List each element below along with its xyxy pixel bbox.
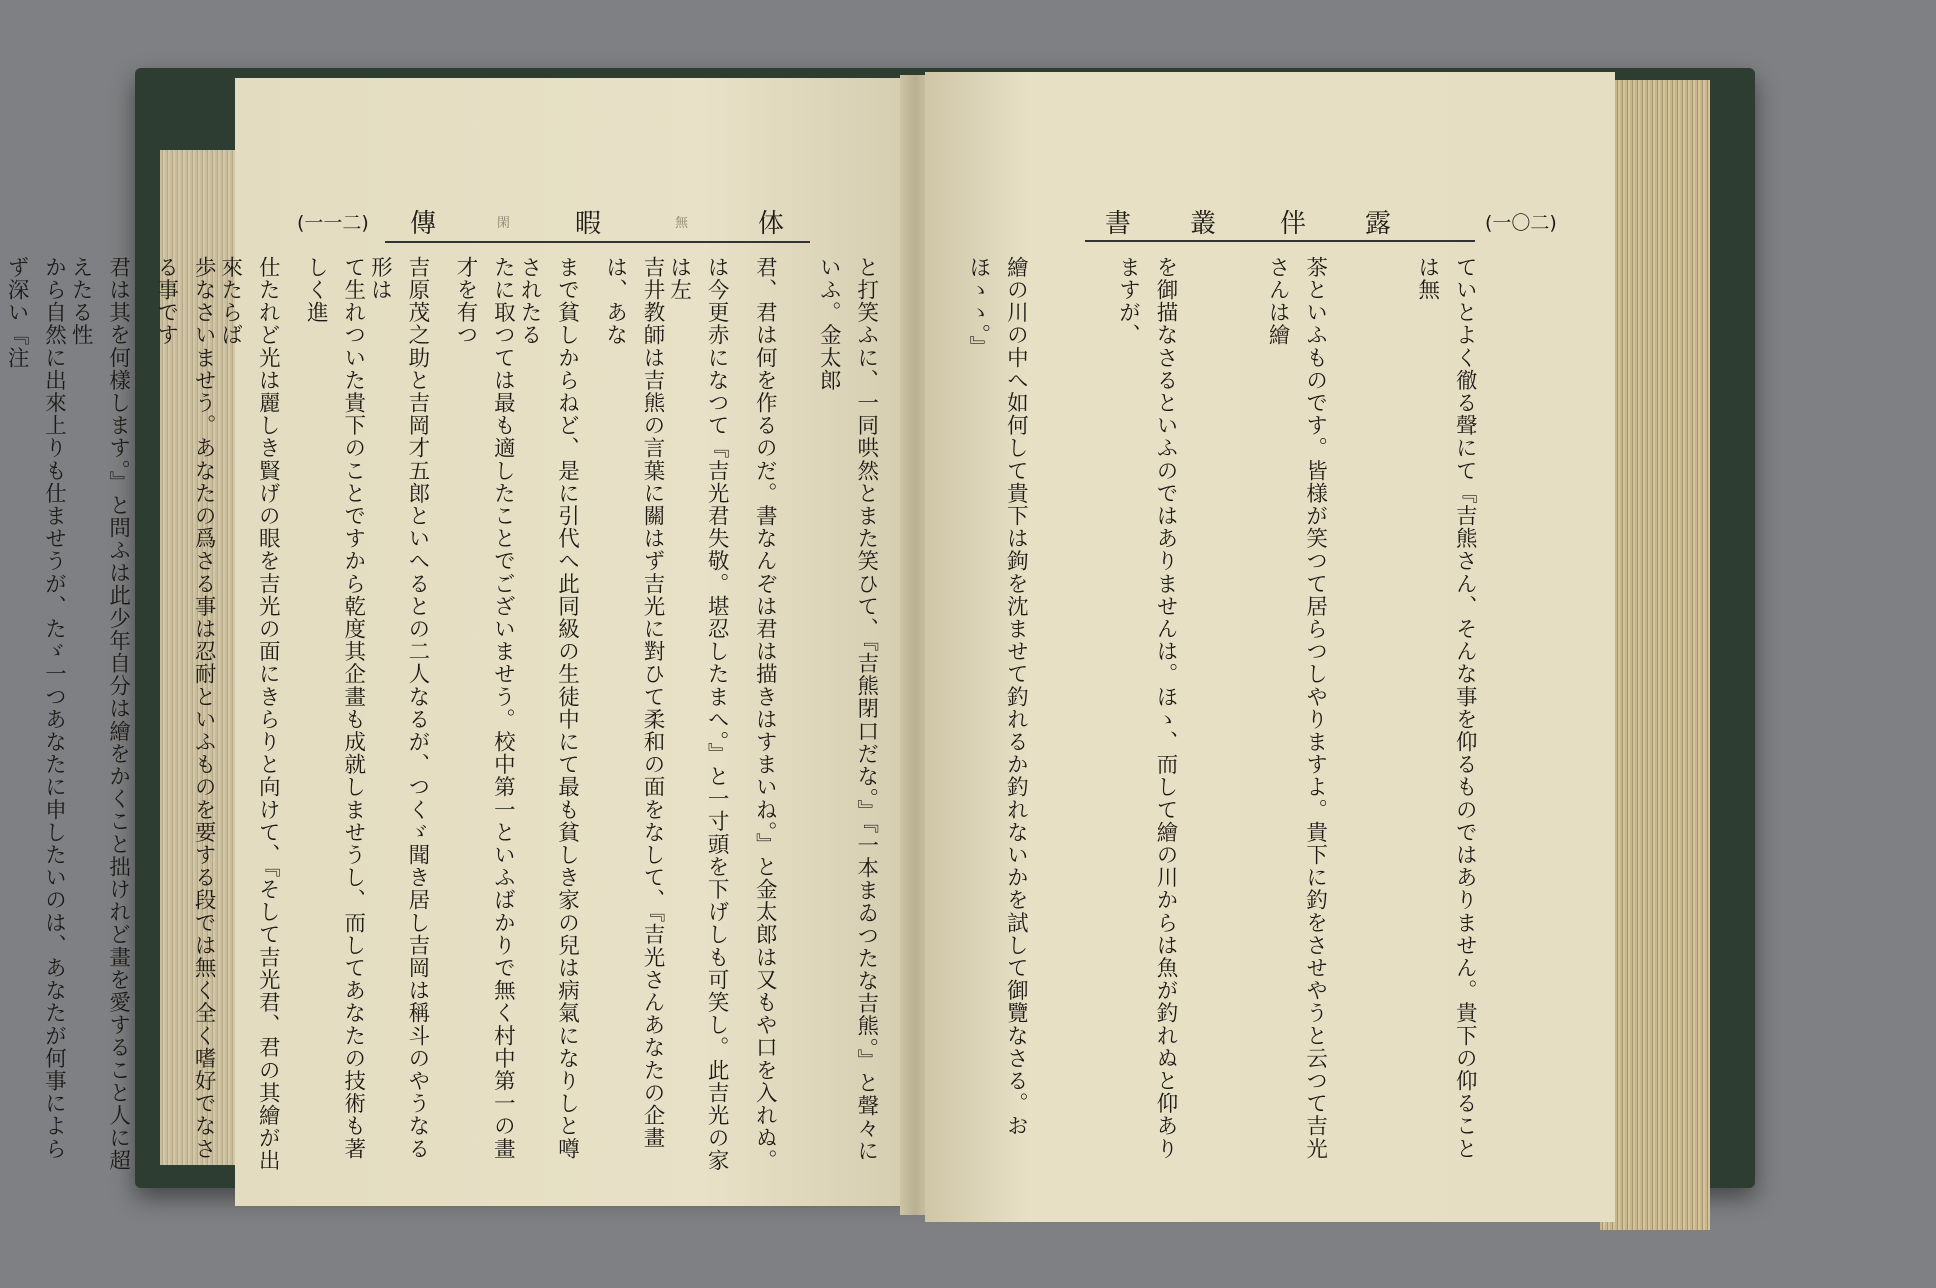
text-column: と打笑ふに、一同哄然とまた笑ひて、『吉熊閉口だな。』『一本まゐつたな吉熊。』と聲々にいふ。金太郎 [816, 256, 879, 1163]
header-char-faded: 閑 [497, 216, 513, 231]
text-column: て生れついた貴下のことですから乾度其企畫も成就しませうし、而してあなたの技術も著しく進 [303, 256, 366, 1160]
header-char: 暇 [575, 208, 604, 239]
text-column: 君は其を何樣します。』と問ふは此少年自分は繪をかくこと拙けれど畫を愛すること人に超えたる性 [68, 256, 131, 1172]
header-char: 傳 [410, 208, 439, 239]
text-column: 歩なさいませう。あなたの爲さる事は忍耐といふものを要する段では無く全く嗜好でなさる事です [153, 256, 217, 1160]
header-rule [385, 241, 810, 243]
text-column: 君、君は何を作るのだ。書なんぞは君は描きはすまいね。』と金太郎は又もや口を入れぬ。 [752, 256, 778, 1172]
text-column: から自然に出來上りも仕ませうが、たゞ一つあなたに申したいのは、あなたが何事によらず深い『注 [4, 256, 67, 1160]
text-column: まで貧しからねど、是に引代へ此同級の生徒中にて最も貧しき家の兒は病氣になりしと噂されたる [517, 256, 580, 1160]
header-char: 叢 [1190, 208, 1219, 239]
right-page-edges [1600, 80, 1710, 1230]
header-char: 伴 [1280, 208, 1309, 239]
text-column: 吉原茂之助と吉岡才五郎といへるとの二人なるが、つくゞ聞き居し吉岡は稱斗のやうなる形は [367, 256, 430, 1160]
right-page-number: (一〇二) [1485, 212, 1557, 234]
header-char: 体 [758, 208, 787, 239]
text-column: 仕たれど光は麗しき賢げの眼を吉光の面にきらりと向けて、『そして吉光君、君の其繪が出來たらば [217, 256, 281, 1172]
text-column: を御描なさるといふのではありませんは。ほゝ、而して繪の川からは魚が釣れぬと仰ありますが、 [1115, 256, 1178, 1160]
header-rule [1085, 240, 1475, 242]
text-column: 吉井教師は吉熊の言葉に關はず吉光に對ひて柔和の面をなして、『吉光さんあなたの企畫は、あな [602, 256, 665, 1150]
header-char: 書 [1105, 208, 1134, 239]
header-char-faded: 無 [675, 216, 691, 231]
left-running-header [235, 204, 905, 238]
left-page-number: (一一二) [297, 212, 369, 234]
text-column: ていとよく徹る聲にて『吉熊さん、そんな事を仰るものではありません。貴下の仰ることは無 [1414, 256, 1478, 1160]
text-column: は今更赤になつて『吉光君失敬。堪忍したまへ。』と一寸頭を下げしも可笑し。此吉光の家は左 [666, 256, 730, 1172]
text-column: 茶といふものです。皆様が笑つて居らつしやりますよ。貴下に釣をさせやうと云つて吉光さんは繪 [1265, 256, 1328, 1160]
text-column: 繪の川の中へ如何して貴下は鉤を沈ませて釣れるか釣れないかを試して御覽なさる。おほゝゝ。』 [965, 256, 1029, 1138]
text-column: たに取つては最も適したことでございませう。校中第一といふばかりで無く村中第一の畫才を有つ [452, 256, 516, 1160]
header-char: 露 [1365, 208, 1394, 239]
